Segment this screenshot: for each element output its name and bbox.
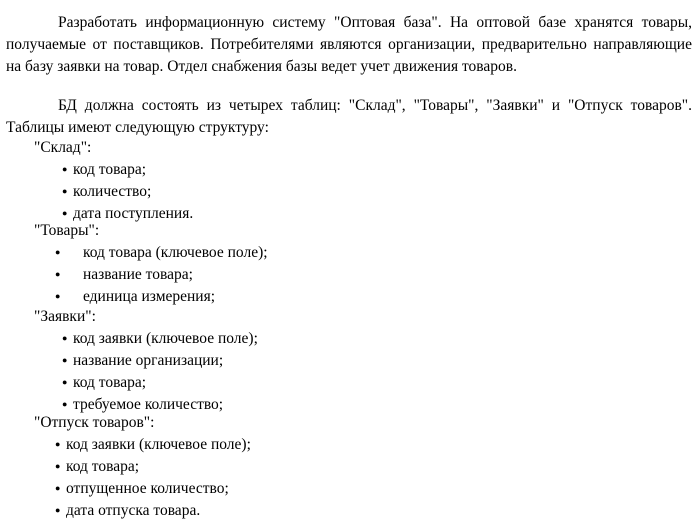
list-item	[55, 286, 215, 308]
list-item	[55, 500, 200, 522]
list-item	[62, 328, 258, 350]
field-label: код товара;	[73, 374, 147, 391]
list-item	[62, 350, 223, 372]
field-label: код заявки (ключевое поле);	[66, 436, 251, 453]
field-label: название организации;	[73, 352, 224, 369]
list-item	[55, 242, 268, 264]
field-label: количество;	[73, 183, 152, 200]
bullet-icon	[55, 500, 66, 523]
table-heading-zayavki: "Заявки":	[34, 308, 96, 325]
list-item	[55, 456, 139, 478]
field-label: отпущенное количество;	[66, 480, 229, 497]
table-heading-otpusk-tovarov: "Отпуск товаров":	[34, 414, 155, 431]
list-item	[55, 478, 229, 500]
list-item	[55, 434, 251, 456]
intro-paragraph: Разработать информационную систему "Оптовая база". На оптовой базе хранятся товары, получаемые от поставщиков. Потребителями являются организации, предварительно направляющие на базу заявки на товар. Отдел снабжения базы ведет учет движения товаров.	[6, 14, 692, 75]
bullet-icon	[55, 478, 66, 501]
bullet-icon	[55, 434, 66, 457]
bullet-icon	[62, 328, 73, 351]
bullet-icon	[55, 456, 66, 479]
bullet-icon	[55, 242, 83, 265]
bullet-icon	[55, 264, 83, 287]
structure-paragraph: БД должна состоять из четырех таблиц: "Склад", "Товары", "Заявки" и "Отпуск товаров". Таблицы имеют следующую структуру:	[6, 97, 692, 136]
list-item	[55, 264, 193, 286]
field-label: код товара;	[73, 161, 147, 178]
field-label: код товара;	[66, 458, 140, 475]
bullet-icon	[62, 350, 73, 373]
field-label: дата поступления.	[73, 205, 194, 222]
field-label: единица измерения;	[83, 288, 216, 305]
field-label: требуемое количество;	[73, 396, 224, 413]
list-item	[62, 181, 151, 203]
field-label: дата отпуска товара.	[66, 502, 201, 519]
field-label: название товара;	[83, 266, 193, 283]
field-label: код товара (ключевое поле);	[83, 244, 268, 261]
table-heading-tovary: "Товары":	[34, 222, 100, 239]
field-label: код заявки (ключевое поле);	[73, 330, 258, 347]
bullet-icon	[62, 159, 73, 182]
bullet-icon	[62, 372, 73, 395]
list-item	[62, 159, 146, 181]
table-heading-sklad: "Склад":	[34, 139, 92, 156]
bullet-icon	[62, 181, 73, 204]
list-item	[62, 372, 146, 394]
